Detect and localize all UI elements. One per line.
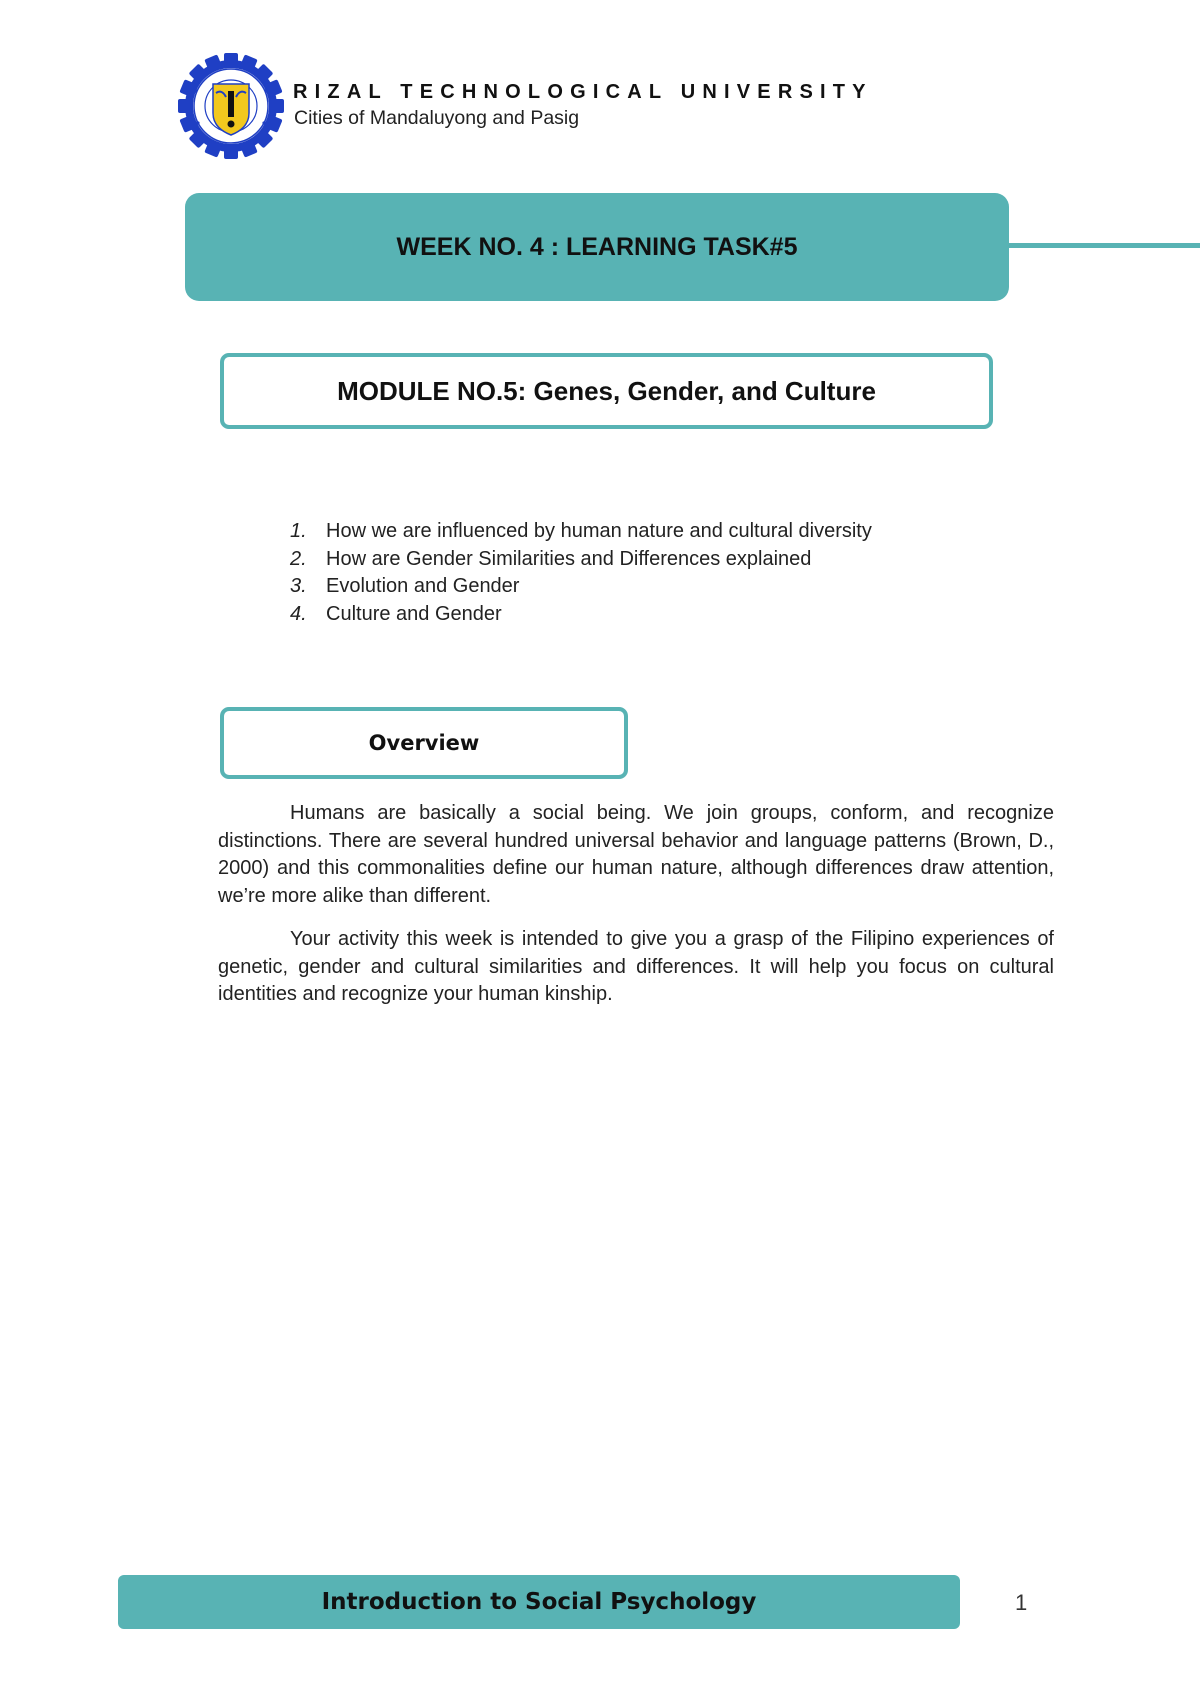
list-item	[290, 518, 872, 546]
overview-paragraph: Humans are basically a social being. We join groups, conform, and recognize distinctions. There are several hundred universal behavior and language patterns (Brown, D., 2000) and this commonalities define our human nature, although differences draw attention, we’re more alike than different.	[218, 802, 1054, 907]
page-number: 1	[1015, 1590, 1028, 1615]
university-seal-logo	[176, 51, 286, 161]
week-title: WEEK NO. 4 : LEARNING TASK#5	[396, 232, 798, 261]
list-item-text: Culture and Gender	[326, 602, 502, 625]
overview-heading-box	[220, 707, 628, 779]
week-banner	[185, 193, 1009, 301]
university-location: Cities of Mandaluyong and Pasig	[294, 107, 580, 129]
list-item-text: Evolution and Gender	[326, 575, 520, 597]
list-item-text: How we are influenced by human nature and cultural diversity	[326, 520, 872, 542]
module-title-box	[220, 353, 993, 429]
university-name: RIZAL TECHNOLOGICAL UNIVERSITY	[293, 81, 873, 103]
overview-body	[218, 800, 1054, 1025]
list-item-number: 4.	[290, 602, 307, 625]
list-item	[290, 601, 872, 629]
module-title: MODULE NO.5: Genes, Gender, and Culture	[337, 375, 876, 406]
list-item-number: 3.	[290, 575, 307, 597]
overview-paragraph: Your activity this week is intended to give you a grasp of the Filipino experiences of genetic, gender and cultural similarities and differences. It will help you focus on cultural identities and recognize your human kinship.	[218, 928, 1054, 1005]
course-title: Introduction to Social Psychology	[321, 1589, 757, 1615]
list-item-number: 1.	[290, 520, 307, 542]
overview-heading: Overview	[368, 731, 480, 755]
footer-bar	[118, 1575, 960, 1629]
list-item-text: How are Gender Similarities and Differences explained	[326, 547, 812, 570]
topic-list	[290, 518, 872, 628]
list-item-number: 2.	[290, 547, 307, 570]
week-banner-connector-line	[1005, 243, 1200, 248]
list-item	[290, 546, 872, 574]
list-item	[290, 573, 872, 601]
